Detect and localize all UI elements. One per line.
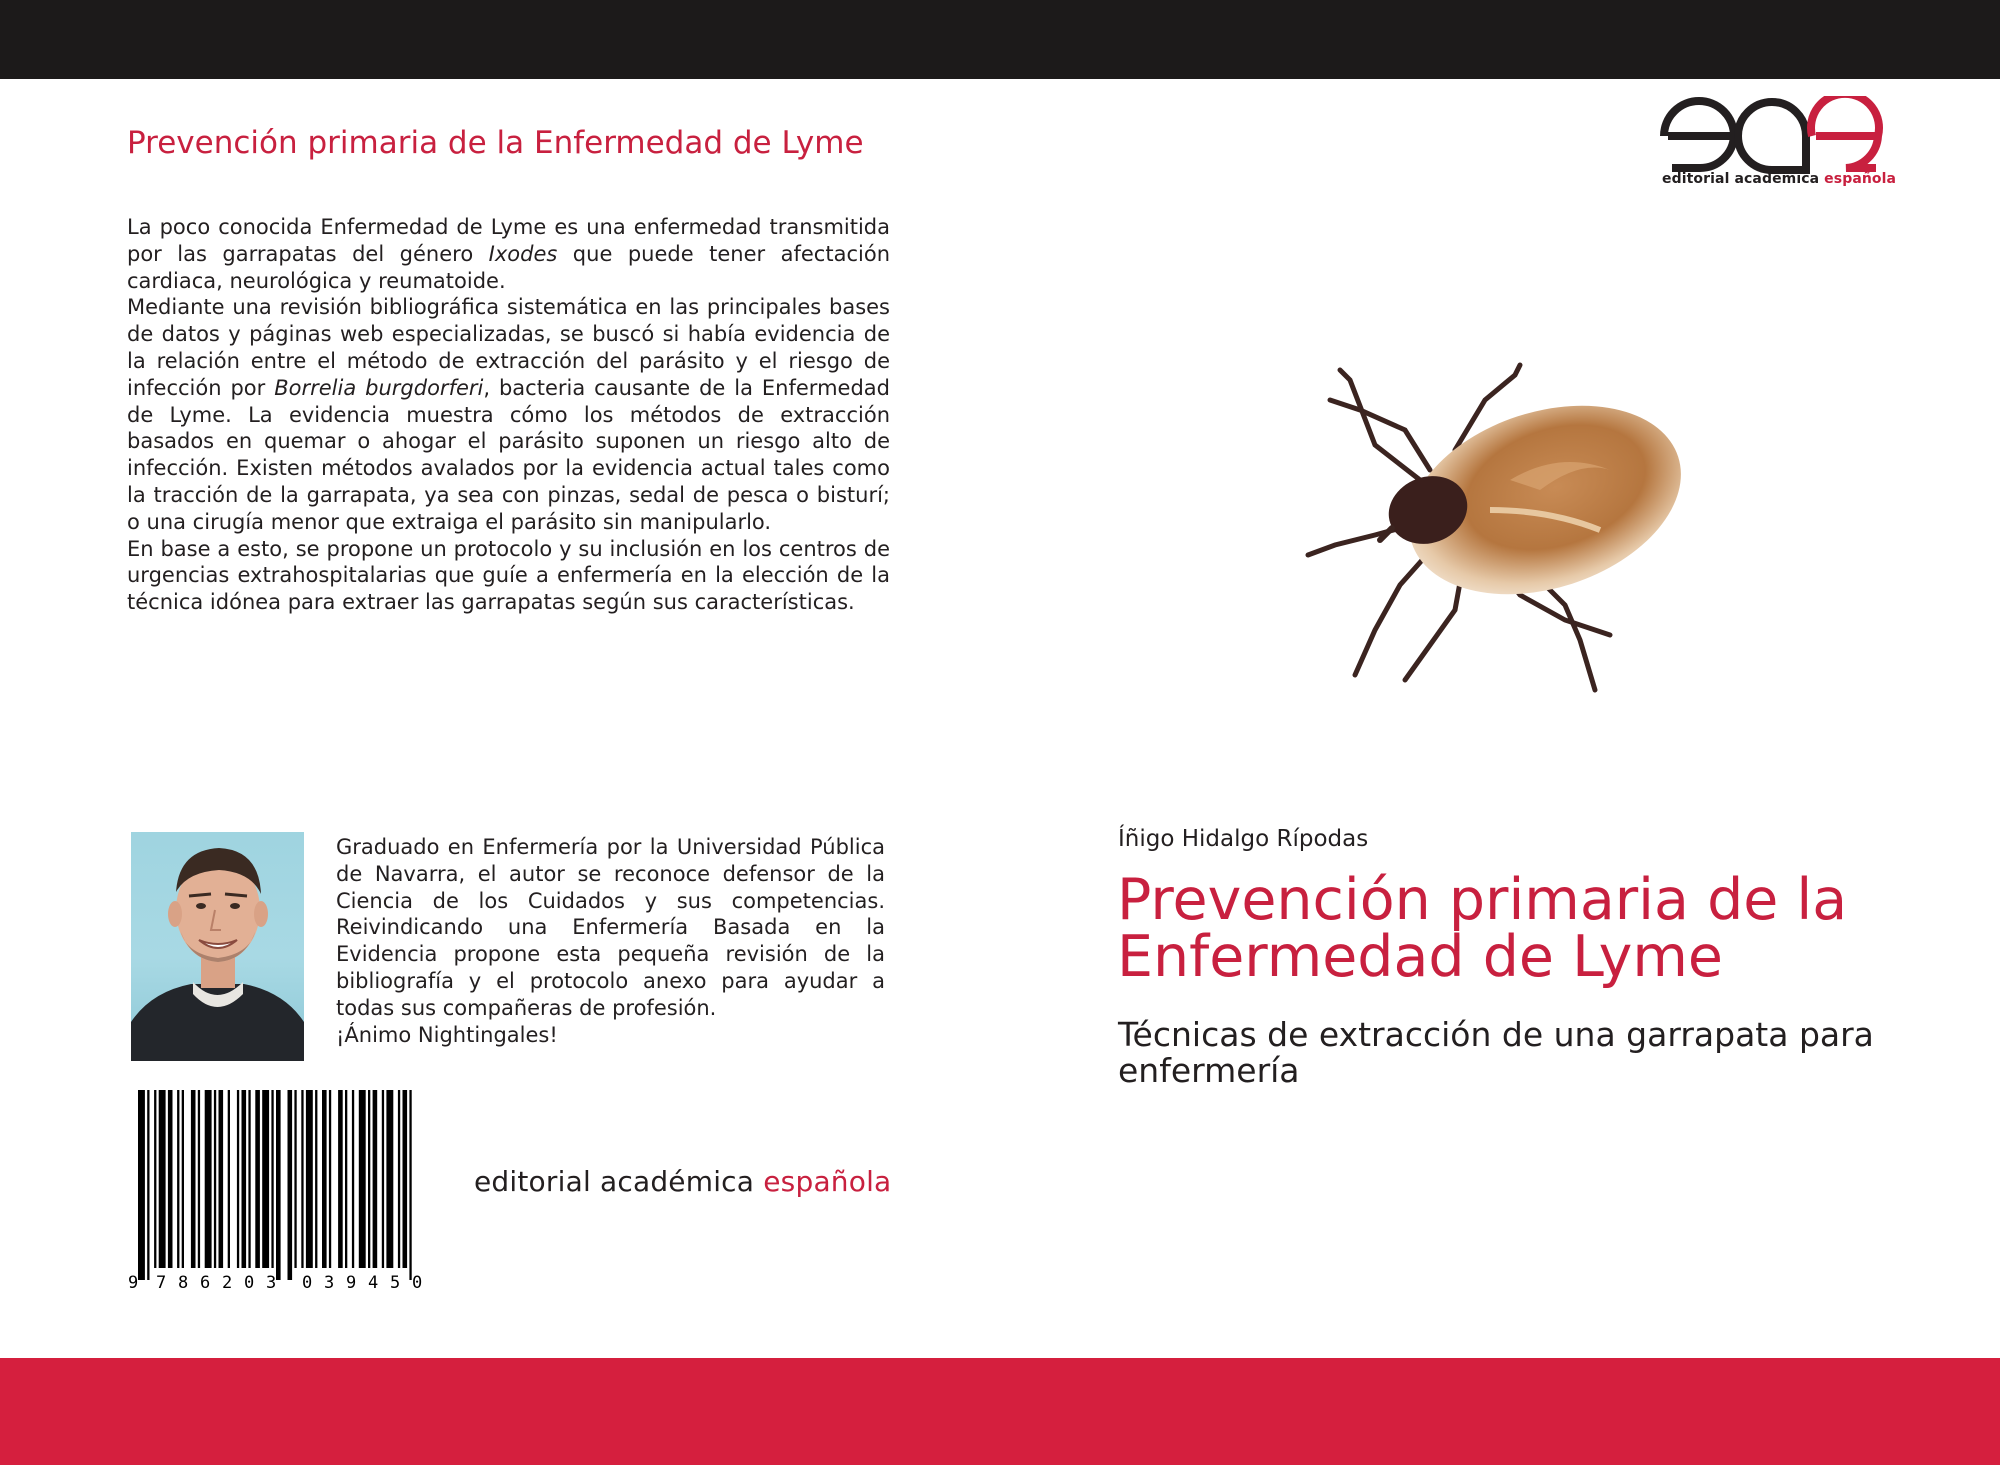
barcode-bar xyxy=(255,1090,260,1268)
barcode-bar xyxy=(219,1090,224,1268)
barcode-bar xyxy=(191,1090,196,1268)
isbn-digit: 4 xyxy=(368,1273,379,1290)
barcode-bar xyxy=(198,1090,200,1268)
isbn-digit: 3 xyxy=(266,1273,277,1290)
barcode-bar xyxy=(359,1090,366,1268)
barcode-bar xyxy=(271,1090,273,1268)
species-name: Borrelia burgdorferi xyxy=(274,375,484,400)
isbn-digit: 2 xyxy=(222,1273,233,1290)
barcode-bar xyxy=(338,1090,343,1268)
barcode-bar xyxy=(262,1090,269,1268)
publisher-name-back xyxy=(474,1165,891,1198)
barcode-icon xyxy=(126,1090,461,1290)
barcode-bar xyxy=(368,1090,370,1268)
bottom-bar xyxy=(0,1358,2000,1465)
genus-name: Ixodes xyxy=(488,241,558,266)
isbn-digit: 3 xyxy=(324,1273,335,1290)
isbn-digit: 6 xyxy=(200,1273,211,1290)
publisher-name-accent: española xyxy=(763,1165,892,1198)
barcode-bar xyxy=(306,1090,313,1268)
front-author-name: Íñigo Hidalgo Rípodas xyxy=(1118,826,1369,852)
isbn-digit: 5 xyxy=(390,1273,401,1290)
synopsis xyxy=(127,214,890,616)
barcode-bar xyxy=(322,1090,327,1268)
synopsis-paragraph-1 xyxy=(127,214,890,294)
tick-image xyxy=(1280,360,1700,700)
barcode-bar xyxy=(352,1090,354,1268)
synopsis-text: Mediante una revisión bibliográfica sistemática en las principales bases de datos y páginas web especializadas, se buscó si había evidencia de la relación entre el método de extracción del parásito y el riesgo de infección por xyxy=(127,295,890,400)
barcode-bar xyxy=(182,1090,184,1268)
barcode-bar xyxy=(228,1090,230,1268)
tick-icon xyxy=(1280,360,1700,700)
isbn-digit: 0 xyxy=(412,1273,423,1290)
barcode-bar xyxy=(276,1090,281,1280)
bio-paragraph-1: Graduado en Enfermería por la Universidad Pública de Navarra, el autor se reconoce defensor de la Ciencia de los Cuidados y sus competencias. Reivindicando una Enfermería Basada en la Evidencia propone esta pequeña revisión de la bibliografía y el protocolo anexo para ayudar a todas sus compañeras de profesión. xyxy=(336,835,885,1020)
front-cover-title: Prevención primaria de la Enfermedad de Lyme xyxy=(1117,867,1848,990)
publisher-name-part: editorial académica xyxy=(474,1165,764,1198)
isbn-digit: 7 xyxy=(156,1273,167,1290)
front-cover-subtitle: Técnicas de extracción de una garrapata para enfermería xyxy=(1118,1015,1874,1090)
isbn-digit: 8 xyxy=(178,1273,189,1290)
barcode-bar xyxy=(147,1090,149,1280)
barcode-bar xyxy=(373,1090,378,1268)
author-portrait-icon xyxy=(131,832,304,1061)
barcode-bar xyxy=(168,1090,173,1268)
barcode-bar xyxy=(288,1090,293,1280)
isbn-digit: 0 xyxy=(244,1273,255,1290)
barcode-bar xyxy=(301,1090,303,1268)
barcode-bar xyxy=(242,1090,247,1268)
synopsis-paragraph-2 xyxy=(127,294,890,535)
barcode-bar xyxy=(382,1090,384,1268)
isbn-digit: 0 xyxy=(302,1273,313,1290)
author-photo xyxy=(131,832,304,1061)
barcode-bar xyxy=(294,1090,296,1268)
barcode-bar xyxy=(329,1090,331,1268)
barcode-bar xyxy=(386,1090,393,1268)
barcode-bar xyxy=(177,1090,179,1268)
barcode-bar xyxy=(205,1090,212,1268)
barcode-bar xyxy=(409,1090,411,1280)
logo-caption-part: editorial académica xyxy=(1662,171,1825,187)
author-bio xyxy=(336,834,885,1048)
barcode-bar xyxy=(345,1090,347,1268)
barcode-bar xyxy=(154,1090,156,1268)
barcode-bar xyxy=(214,1090,216,1268)
barcode-bar xyxy=(398,1090,400,1268)
barcode-bar xyxy=(403,1090,408,1268)
synopsis-text: La poco conocida Enfermedad de Lyme es una enfermedad transmitida por las garrapatas del género xyxy=(127,215,890,266)
barcode-bar xyxy=(159,1090,166,1268)
bio-paragraph-2: ¡Ánimo Nightingales! xyxy=(336,1022,558,1047)
synopsis-paragraph-3: En base a esto, se propone un protocolo y su inclusión en los centros de urgencias extrahospitalarias que guíe a enfermería en la elección de la técnica idónea para extraer las garrapatas según sus características. xyxy=(127,536,890,615)
isbn-digit: 9 xyxy=(128,1273,139,1290)
synopsis-text: que puede tener afectación cardiaca, neurológica y reumatoide. xyxy=(127,241,890,293)
barcode-bar xyxy=(248,1090,250,1268)
barcode-bar xyxy=(315,1090,317,1268)
logo-caption-accent: española xyxy=(1824,171,1897,187)
isbn-digit: 9 xyxy=(346,1273,357,1290)
isbn-barcode xyxy=(126,1090,461,1290)
barcode-bar xyxy=(237,1090,239,1268)
barcode-bar xyxy=(138,1090,145,1280)
logo-caption xyxy=(1662,171,1896,187)
synopsis-text: , bacteria causante de la Enfermedad de Lyme. La evidencia muestra cómo los métodos de extracción basados en quemar o ahogar el parásito suponen un riesgo alto de infección. Existen métodos avalados por la evidencia actual tales como la tracción de la garrapata, ya sea con pinzas, sedal de pesca o bisturí; o una cirugía menor que extraiga el parásito sin manipularlo. xyxy=(127,375,890,534)
top-bar xyxy=(0,0,2000,79)
back-cover-title: Prevención primaria de la Enfermedad de Lyme xyxy=(127,125,864,161)
